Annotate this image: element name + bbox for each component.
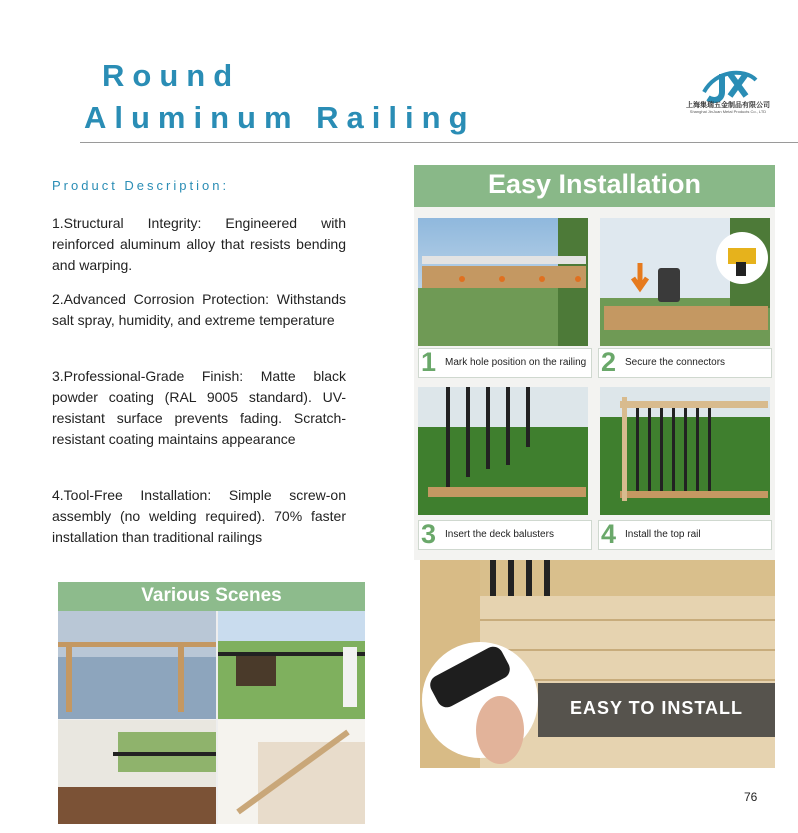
various-scenes-title: Various Scenes	[141, 585, 282, 606]
step-2-image	[600, 218, 770, 346]
description-paragraph-3: 3.Professional-Grade Finish: Matte black powder coating (RAL 9005 standard). UV-resistant surface prevents fading. Scratch-resistant coating maintains appearance	[52, 368, 346, 447]
title-line-1: Round	[102, 58, 241, 93]
scenes-collage	[58, 582, 365, 824]
logo-company-cn: 上海集瑞五金制品有限公司	[686, 102, 770, 109]
header-rule	[80, 142, 798, 143]
step-2-text: Secure the connectors	[625, 357, 726, 368]
step-3-label	[418, 520, 592, 550]
step-3-text: Insert the deck balusters	[445, 529, 554, 540]
title-line-2: Aluminum Railing	[84, 100, 476, 135]
description-paragraph-2: 2.Advanced Corrosion Protection: Withstands salt spray, humidity, and extreme temperature	[52, 291, 346, 328]
page-number: 76	[744, 790, 758, 804]
step-4-label	[598, 520, 772, 550]
easy-to-install-text: EASY TO INSTALL	[569, 698, 744, 718]
description-paragraph-1: 1.Structural Integrity: Engineered with reinforced aluminum alloy that resists bending and warping.	[52, 215, 346, 273]
step-4-text: Install the top rail	[625, 529, 701, 540]
easy-to-install-banner	[538, 683, 775, 737]
step-4-number: 4	[601, 519, 617, 549]
step-2-number: 2	[601, 347, 617, 377]
step-1-image	[418, 218, 588, 346]
easy-installation-title: Easy Installation	[487, 169, 702, 199]
easy-to-install-photo	[420, 560, 775, 768]
easy-installation-panel	[414, 165, 775, 560]
step-1-label	[418, 348, 592, 378]
various-scenes-panel	[58, 582, 365, 824]
logo-company-en: Shanghai JinJuan Metal Products Co., LTD	[689, 109, 767, 114]
product-description-heading: Product Description:	[52, 178, 230, 193]
step-1-number: 1	[421, 347, 437, 377]
step-3-number: 3	[421, 519, 437, 549]
step-2-label	[598, 348, 772, 378]
step-3-image	[418, 387, 588, 515]
step-1-text: Mark hole position on the railing	[445, 357, 587, 368]
step-4-image	[600, 387, 770, 515]
description-paragraph-4: 4.Tool-Free Installation: Simple screw-on assembly (no welding required). 70% faster installation than traditional railings	[52, 487, 346, 545]
